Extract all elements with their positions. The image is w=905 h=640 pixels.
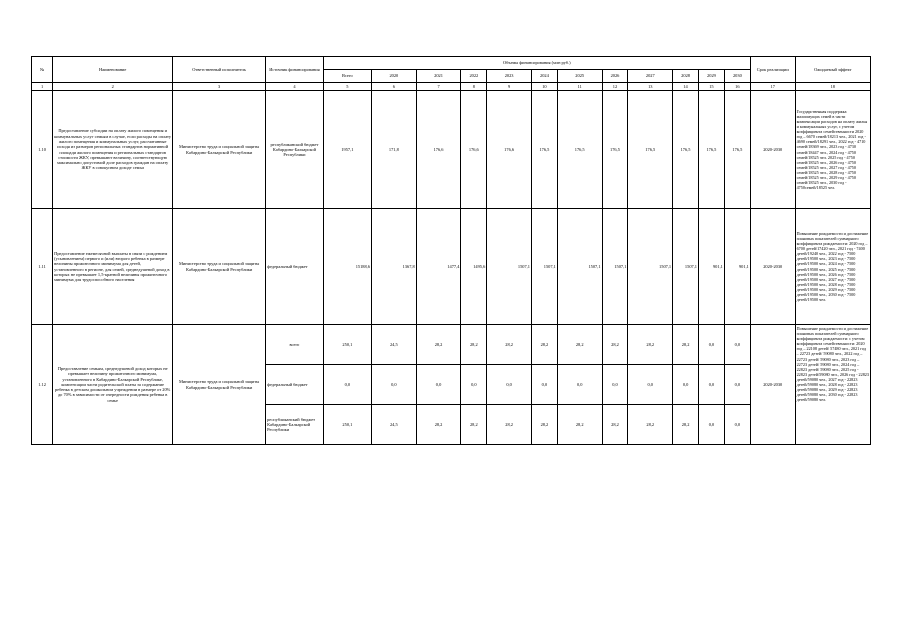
- value-year: 0,0: [557, 365, 602, 405]
- value-year: 901,1: [724, 209, 750, 325]
- value-year: 28,2: [461, 405, 487, 445]
- value-year: 1477,4: [416, 209, 461, 325]
- header-year: 2026: [602, 70, 628, 83]
- column-number: 2: [53, 83, 173, 91]
- header-source: Источник финансирования: [266, 57, 324, 83]
- value-total: 0,0: [323, 365, 371, 405]
- value-year: 0,0: [673, 365, 699, 405]
- value-year: 28,2: [416, 405, 461, 445]
- header-total: Всего: [323, 70, 371, 83]
- header-year: 2020: [371, 70, 416, 83]
- funding-source: республиканский бюджет Кабардино-Балкарской Республики: [266, 405, 324, 445]
- header-year: 2023: [487, 70, 532, 83]
- value-year: 28,2: [557, 405, 602, 445]
- value-year: 0,0: [724, 405, 750, 445]
- expected-effect: Повышение рождаемости и достижение плановых показателей суммарного коэффициента рождаемости: 2020 год – 6700 детей/17420 чел., 2021 год - 7400 детей/19240 чел., 2022 год - 7500 детей/19500 чел., 2023 год - 7500 детей/19500 чел., 2024 год - 7500 детей/19500 чел., 2025 год - 7500 детей/19500 чел., 2026 год - 7500 детей/19500 чел., 2027 год - 7500 детей/19500 чел., 2028 год - 7500 детей/19500 чел., 2029 год - 7500 детей/19500 чел., 2030 год - 7500 детей/19500 чел.: [795, 209, 870, 325]
- program-table-sheet: [31, 56, 871, 445]
- column-number: 4: [266, 83, 324, 91]
- value-year: 1507,1: [628, 209, 673, 325]
- column-number: 3: [173, 83, 266, 91]
- funding-source: федеральный бюджет: [266, 209, 324, 325]
- value-year: 28,2: [531, 325, 557, 365]
- column-number: 14: [673, 83, 699, 91]
- header-year: 2030: [724, 70, 750, 83]
- row-number: 1.12: [32, 325, 53, 445]
- value-year: 0,0: [461, 365, 487, 405]
- value-year: 176,5: [673, 91, 699, 209]
- value-year: 0,0: [699, 325, 725, 365]
- financing-table: [31, 56, 871, 445]
- column-number: 12: [602, 83, 628, 91]
- measure-name: Предоставление семьям, среднедушевой доход которых не превышает величину прожиточного минимума, установленного в Кабардино-Балкарской Республике, компенсации части родительской платы за содержание ребенка в детском дошкольном учреждении в размере от 20% до 70% в зависимости от очередности рождения ребенка в семье: [53, 325, 173, 445]
- value-year: 176,6: [461, 91, 487, 209]
- header-term: Срок реализации: [750, 57, 795, 83]
- value-year: 28,2: [531, 405, 557, 445]
- value-year: 1507,1: [602, 209, 628, 325]
- expected-effect: Повышение рождаемости и достижение плановых показателей суммарного коэффициента рождаемости: с учетом коэффициента семейственности: 2020 год – 22108 детей/ 57480 чел., 2021 год – 22723 детей/ 59080 чел., 2022 год – 22723 детей/ 59080 чел., 2023 год – 22723 детей/ 59080 чел., 2024 год – 22823 детей/ 59080 чел., 2025 год - 22823 детей/59080 чел., 2026 год - 22823 детей/59080 чел., 2027 год - 22823 детей/59080 чел., 2028 год - 22823 детей/59080 чел., 2029 год - 22823 детей/59080 чел., 2030 год - 22823 детей/59080 чел.: [795, 325, 870, 445]
- value-year: 0,0: [724, 365, 750, 405]
- measure-name: Предоставление ежемесячной выплаты в связи с рождением (усыновлением) первого и (или) второго ребенка в размере величины прожиточного минимума для детей, установленного в регионе, для семей, среднедушевой доход в которых не превышает 1,5-кратной величины прожиточного минимума для трудоспособного населения: [53, 209, 173, 325]
- header-year: 2028: [673, 70, 699, 83]
- header-volume: Объемы финансирования (млн руб.): [323, 57, 750, 70]
- value-year: 0,0: [602, 365, 628, 405]
- funding-source: республиканский бюджет Кабардино-Балкарской Республики: [266, 91, 324, 209]
- value-year: 1507,1: [531, 209, 557, 325]
- value-year: 28,2: [628, 405, 673, 445]
- column-number: 16: [724, 83, 750, 91]
- value-year: 1507,1: [487, 209, 532, 325]
- column-number: 18: [795, 83, 870, 91]
- value-year: 1507,1: [557, 209, 602, 325]
- funding-source: всего: [266, 325, 324, 365]
- column-number: 17: [750, 83, 795, 91]
- column-number: 7: [416, 83, 461, 91]
- value-year: 28,2: [673, 325, 699, 365]
- executor: Министерство труда и социальной защиты Кабардино-Балкарской Республики: [173, 325, 266, 445]
- measure-name: Предоставление субсидии на оплату жилого помещения и коммунальных услуг семьям в случае, если расходы на оплату жилого помещения и коммунальных услуг, рассчитанные исходя из размеров региональных стандартов нормативной площади жилого помещения и региональных стандартов стоимости ЖКУ, превышают величину, соответствующую максимально допустимой доле расходов граждан на оплату ЖКУ в совокупном доходе семьи: [53, 91, 173, 209]
- column-number: 5: [323, 83, 371, 91]
- header-year: 2022: [461, 70, 487, 83]
- value-year: 176,5: [724, 91, 750, 209]
- value-total: 250,1: [323, 325, 371, 365]
- term: 2020-2030: [750, 91, 795, 209]
- value-year: 28,2: [602, 405, 628, 445]
- value-year: 0,0: [699, 405, 725, 445]
- value-year: 28,2: [673, 405, 699, 445]
- column-number: 1: [32, 83, 53, 91]
- value-year: 28,2: [602, 325, 628, 365]
- value-year: 0,0: [699, 365, 725, 405]
- value-total: 250,1: [323, 405, 371, 445]
- column-number: 15: [699, 83, 725, 91]
- table-row: [32, 325, 871, 365]
- value-year: 1507,1: [673, 209, 699, 325]
- value-year: 176,5: [699, 91, 725, 209]
- funding-source: федеральный бюджет: [266, 365, 324, 405]
- value-year: 24,5: [371, 325, 416, 365]
- value-total: 15188,6: [323, 209, 371, 325]
- header-effect: Ожидаемый эффект: [795, 57, 870, 83]
- value-year: 0,0: [487, 365, 532, 405]
- table-row: [32, 209, 871, 325]
- header-year: 2027: [628, 70, 673, 83]
- value-year: 171,8: [371, 91, 416, 209]
- column-number: 9: [487, 83, 532, 91]
- term: 2020-2030: [750, 325, 795, 445]
- header-executor: Ответственный исполнитель: [173, 57, 266, 83]
- header-year: 2025: [557, 70, 602, 83]
- column-number: 10: [531, 83, 557, 91]
- column-number: 8: [461, 83, 487, 91]
- value-year: 24,5: [371, 405, 416, 445]
- column-number: 11: [557, 83, 602, 91]
- header-year: 2021: [416, 70, 461, 83]
- header-year: 2029: [699, 70, 725, 83]
- value-year: 176,5: [557, 91, 602, 209]
- column-number: 6: [371, 83, 416, 91]
- value-year: 176,5: [531, 91, 557, 209]
- executor: Министерство труда и социальной защиты Кабардино-Балкарской Республики: [173, 91, 266, 209]
- value-year: 176,6: [416, 91, 461, 209]
- value-year: 0,0: [724, 325, 750, 365]
- table-row: [32, 91, 871, 209]
- value-year: 0,0: [416, 365, 461, 405]
- value-total: 1957,1: [323, 91, 371, 209]
- executor: Министерство труда и социальной защиты Кабардино-Балкарской Республики: [173, 209, 266, 325]
- term: 2020-2030: [750, 209, 795, 325]
- value-year: 28,2: [461, 325, 487, 365]
- row-number: 1.11: [32, 209, 53, 325]
- header-no: №: [32, 57, 53, 83]
- value-year: 0,0: [628, 365, 673, 405]
- value-year: 176,6: [487, 91, 532, 209]
- value-year: 28,2: [557, 325, 602, 365]
- header-name: Наименование: [53, 57, 173, 83]
- row-number: 1.10: [32, 91, 53, 209]
- value-year: 176,5: [628, 91, 673, 209]
- value-year: 0,0: [371, 365, 416, 405]
- column-numbering-row: [32, 83, 871, 91]
- value-year: 28,2: [628, 325, 673, 365]
- expected-effect: Государственная поддержка малоимущих семей в части компенсации расходов на оплату жилья и коммунальных услуг, с учетом коэффициента семейственности 2020 год – 6670 семей/18213 чел., 2021 год - 4690 семей/18291 чел., 2022 год - 4710 семей/18369 чел., 2023 год - 4730 семей/18447 чел., 2024 год - 4750 семей/18525 чел. 2025 год - 4750 семей/18525 чел., 2026 год - 4750 семей/18525 чел., 2027 год - 4750 семей/18525 чел., 2028 год - 4750 семей/18525 чел., 2029 год - 4750 семей/18525 чел., 2030 год - 4750семей/18525 чел.: [795, 91, 870, 209]
- header-year: 2024: [531, 70, 557, 83]
- value-year: 28,2: [487, 405, 532, 445]
- value-year: 1495,6: [461, 209, 487, 325]
- value-year: 28,2: [487, 325, 532, 365]
- value-year: 28,2: [416, 325, 461, 365]
- value-year: 0,0: [531, 365, 557, 405]
- value-year: 1367,8: [371, 209, 416, 325]
- value-year: 901,1: [699, 209, 725, 325]
- column-number: 13: [628, 83, 673, 91]
- value-year: 176,5: [602, 91, 628, 209]
